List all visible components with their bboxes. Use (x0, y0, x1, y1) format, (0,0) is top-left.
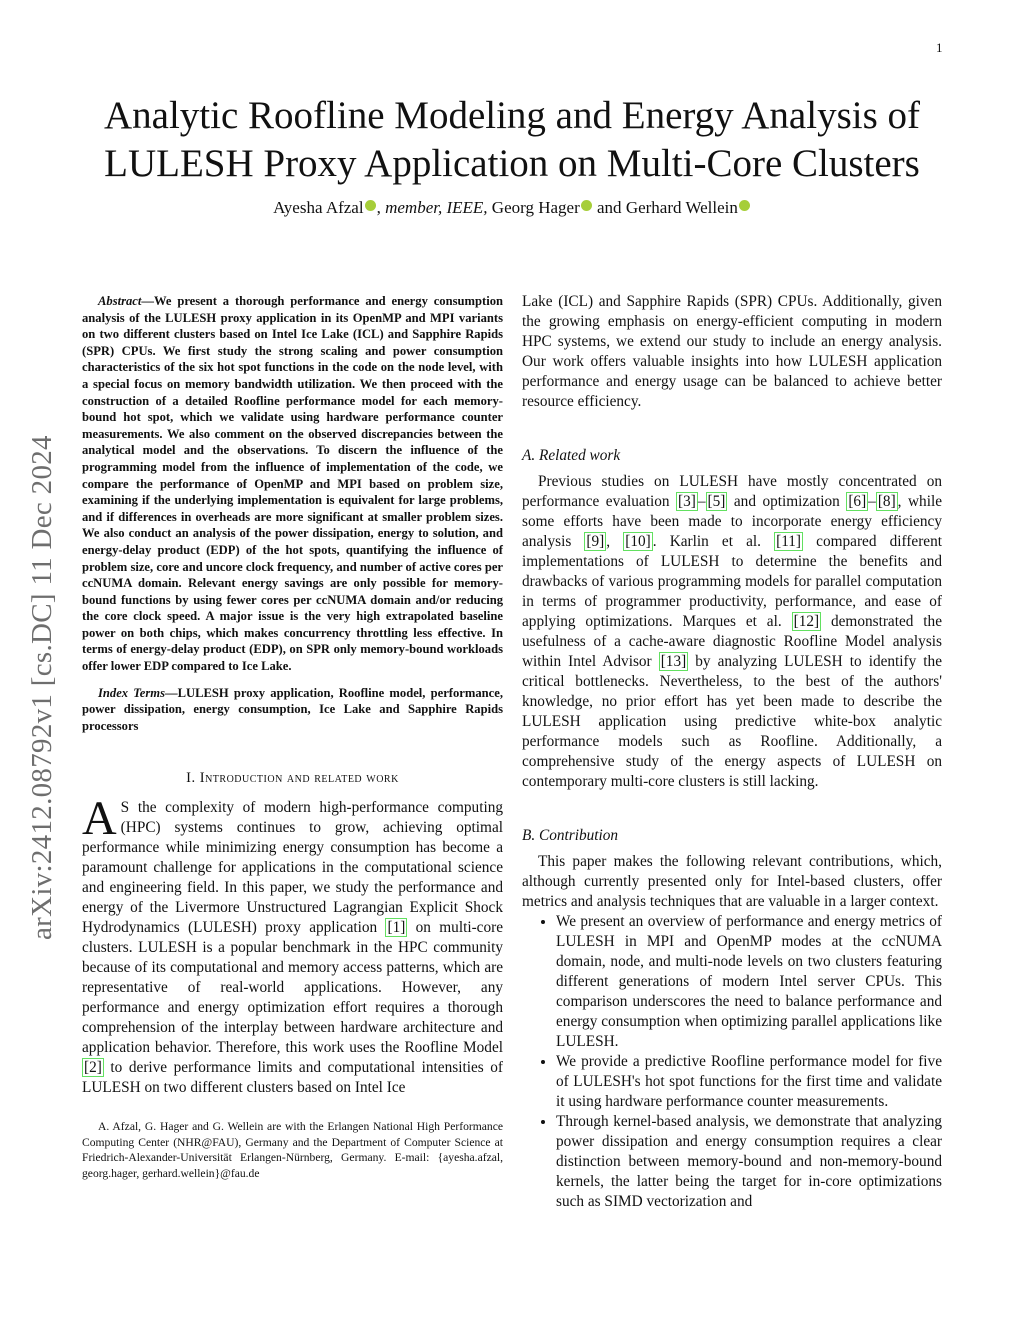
body-text: by analyzing LULESH to identify the critical bottlenecks. Nevertheless, to the best of the authors' knowledge, no prior effort has yet been made to describe the LULESH application using predictive white-box analytic performance models such as Roofline. Additionally, a comprehensive study of the energy aspects of LULESH on contemporary multi-core clusters is still lacking. (522, 653, 942, 790)
index-terms-label: Index Terms (98, 685, 165, 700)
list-item: • Through kernel-based analysis, we demonstrate that analyzing power dissipation and energy consumption requires a clear distinction between memory-bound and non-memory-bound kernels, the latter being the target for in-core optimizations such as SIMD vectorization and (556, 1112, 942, 1212)
drop-cap: A (82, 792, 117, 846)
citation-link[interactable]: [12] (793, 613, 820, 630)
author-name: Gerhard Wellein (625, 198, 738, 217)
right-column (522, 292, 942, 1212)
body-text: , (606, 533, 624, 550)
intro-text: S the complexity of modern high-performance computing (HPC) systems continues to grow, achieving optimal performance while minimizing energy consumption has become a paramount challenge for applications in the computational science and engineering field. In this paper, we study the performance and energy of the Livermore Unstructured Lagrangian Explicit Shock Hydrodynamics (LULESH) proxy application (82, 799, 503, 937)
abstract-label: Abstract (98, 294, 142, 308)
index-terms-dash: — (164, 685, 178, 700)
author-name: Georg Hager (491, 198, 580, 217)
list-item: • We provide a predictive Roofline performance model for five of LULESH's hot spot functions for the first time and validate it using hardware performance counter measurements. (556, 1052, 942, 1112)
index-terms (82, 685, 503, 735)
author-name: Ayesha Afzal (273, 198, 364, 217)
citation-link[interactable]: [5] (707, 493, 726, 510)
author-role: member, IEEE, (385, 198, 488, 217)
abstract-text: We present a thorough performance and energy consumption analysis of the LULESH proxy application in its OpenMP and MPI variants on two different clusters based on Intel Ice Lake (ICL) and Sapphire Rapids (SPR) CPUs. We first study the strong scaling and power consumption characteristics of the six hot spot functions in the code on the node level, with a special focus on memory bandwidth utilization. We then proceed with the construction of a detailed Roofline performance model for each memory-bound hot spot, which we validate using hardware performance counter measurements. We also comment on the observed discrepancies between the analytical model and the observations. To discern the influence of the programming model from the influence of implementation of the code, we compare the performance of OpenMP and MPI based on problem size, examining if the underlying implementation is equivalent for large problems, and if differences in overheads are more significant at smaller problem sizes. We also conduct an analysis of the power dissipation, energy to solution, and energy-delay product (EDP) of the hot spots, quantifying the influence of problem size, core and uncore clock frequency, and number of active cores per ccNUMA domain. Relevant energy savings are only possible for memory-bound functions by using fewer cores per ccNUMA domain and/or reducing the core clock speed. A major issue is the very high extrapolated baseline power on both chips, which makes concurrency throttling less effective. In terms of energy-delay product (EDP), on SPR only memory-bound workloads offer lower EDP compared to Ice Lake. (82, 294, 503, 674)
body-text: and optimization (727, 493, 847, 510)
contribution-intro: This paper makes the following relevant contributions, which, although currently presented only for Intel-based clusters, offer metrics and analysis techniques that are valuable in a larger context. (522, 853, 942, 910)
abstract-dash: — (141, 294, 154, 308)
intro-paragraph (82, 792, 503, 1098)
citation-link[interactable]: [2] (84, 1059, 102, 1077)
author-footnote: A. Afzal, G. Hager and G. Wellein are with the Erlangen National High Performance Computing Center (NHR@FAU), Germany and the Department of Computer Science at Friedrich-Alexander-Universität Erlangen-Nürnberg, Germany. E-mail: {ayesha.afzal, georg.hager, gerhard.wellein}@fau.de (82, 1120, 503, 1180)
citation-link[interactable]: [9] (586, 533, 605, 550)
citation-link[interactable]: [1] (387, 919, 406, 937)
citation-link[interactable]: [13] (660, 653, 687, 670)
orcid-icon[interactable] (739, 200, 750, 211)
author-conjunction: and (597, 198, 622, 217)
body-text: , while some efforts have been made to incorporate energy efficiency analysis (522, 493, 942, 550)
related-work-paragraph (522, 472, 942, 792)
citation-link[interactable]: [8] (877, 493, 896, 510)
intro-continuation: Lake (ICL) and Sapphire Rapids (SPR) CPUs. Additionally, given the growing emphasis on energy-efficient computing in modern HPC systems, we extend our study to include an energy analysis. Our work offers valuable insights into how LULESH application performance and energy usage can be balanced to achieve better resource efficiency. (522, 293, 942, 410)
intro-text: on multi-core clusters. LULESH is a popular benchmark in the HPC community because of its computational and memory access patterns, which are representative of real-world applications. However, any performance and energy optimization effort requires a thorough comprehension of the interplay between hardware architecture and application behavior. Therefore, this work uses the Roofline Model (82, 919, 503, 1057)
left-column (82, 293, 503, 1181)
section-heading (82, 768, 503, 788)
body-text: Previous studies on LULESH have mostly concentrated on performance evaluation (522, 473, 942, 510)
citation-link[interactable]: [6] (848, 493, 867, 510)
list-item: • We present an overview of performance and energy metrics of LULESH in MPI and OpenMP modes at the ccNUMA domain, node, and multi-node levels on two clusters featuring different generations of modern Intel server CPUs. This comparison underscores the need to balance performance and energy consumption when optimizing parallel applications like LULESH. (556, 912, 942, 1052)
citation-link[interactable]: [11] (776, 533, 802, 550)
arxiv-stamp: arXiv:2412.08792v1 [cs.DC] 11 Dec 2024 (26, 435, 58, 940)
citation-link[interactable]: [3] (678, 493, 696, 510)
index-terms-text: LULESH proxy application, Roofline model, performance, power dissipation, energy consumption, Ice Lake and Sapphire Rapids processors (82, 685, 503, 733)
body-text: – (868, 493, 876, 510)
author-line: Ayesha Afzal , member, IEEE, Georg Hager and Gerhard Wellein (60, 198, 964, 218)
body-text: – (697, 493, 706, 510)
section-number: I. (186, 770, 196, 787)
contribution-list (522, 912, 942, 1212)
paper-title: Analytic Roofline Modeling and Energy Analysis of LULESH Proxy Application on Multi-Core Clusters (104, 94, 920, 185)
citation-link[interactable]: [10] (625, 533, 651, 550)
body-text: compared different implementations of LULESH to determine the benefits and drawbacks of various programming models for parallel computation in terms of programmer productivity, performance, and ease of applying optimizations. Marques et al. (522, 533, 942, 630)
page-number: 1 (936, 40, 943, 55)
section-title: Introduction and related work (199, 770, 399, 787)
subsection-heading: A. Related work (522, 447, 621, 464)
body-text: . Karlin et al. (652, 533, 775, 550)
orcid-icon[interactable] (365, 200, 376, 211)
subsection-heading: B. Contribution (522, 827, 619, 844)
body-text: demonstrated the usefulness of a cache-aware diagnostic Roofline Model analysis within Intel Advisor (522, 613, 942, 670)
orcid-icon[interactable] (581, 200, 592, 211)
abstract (82, 293, 503, 675)
intro-text: to derive performance limits and computational intensities of LULESH on two different clusters based on Intel Ice (82, 1059, 503, 1097)
